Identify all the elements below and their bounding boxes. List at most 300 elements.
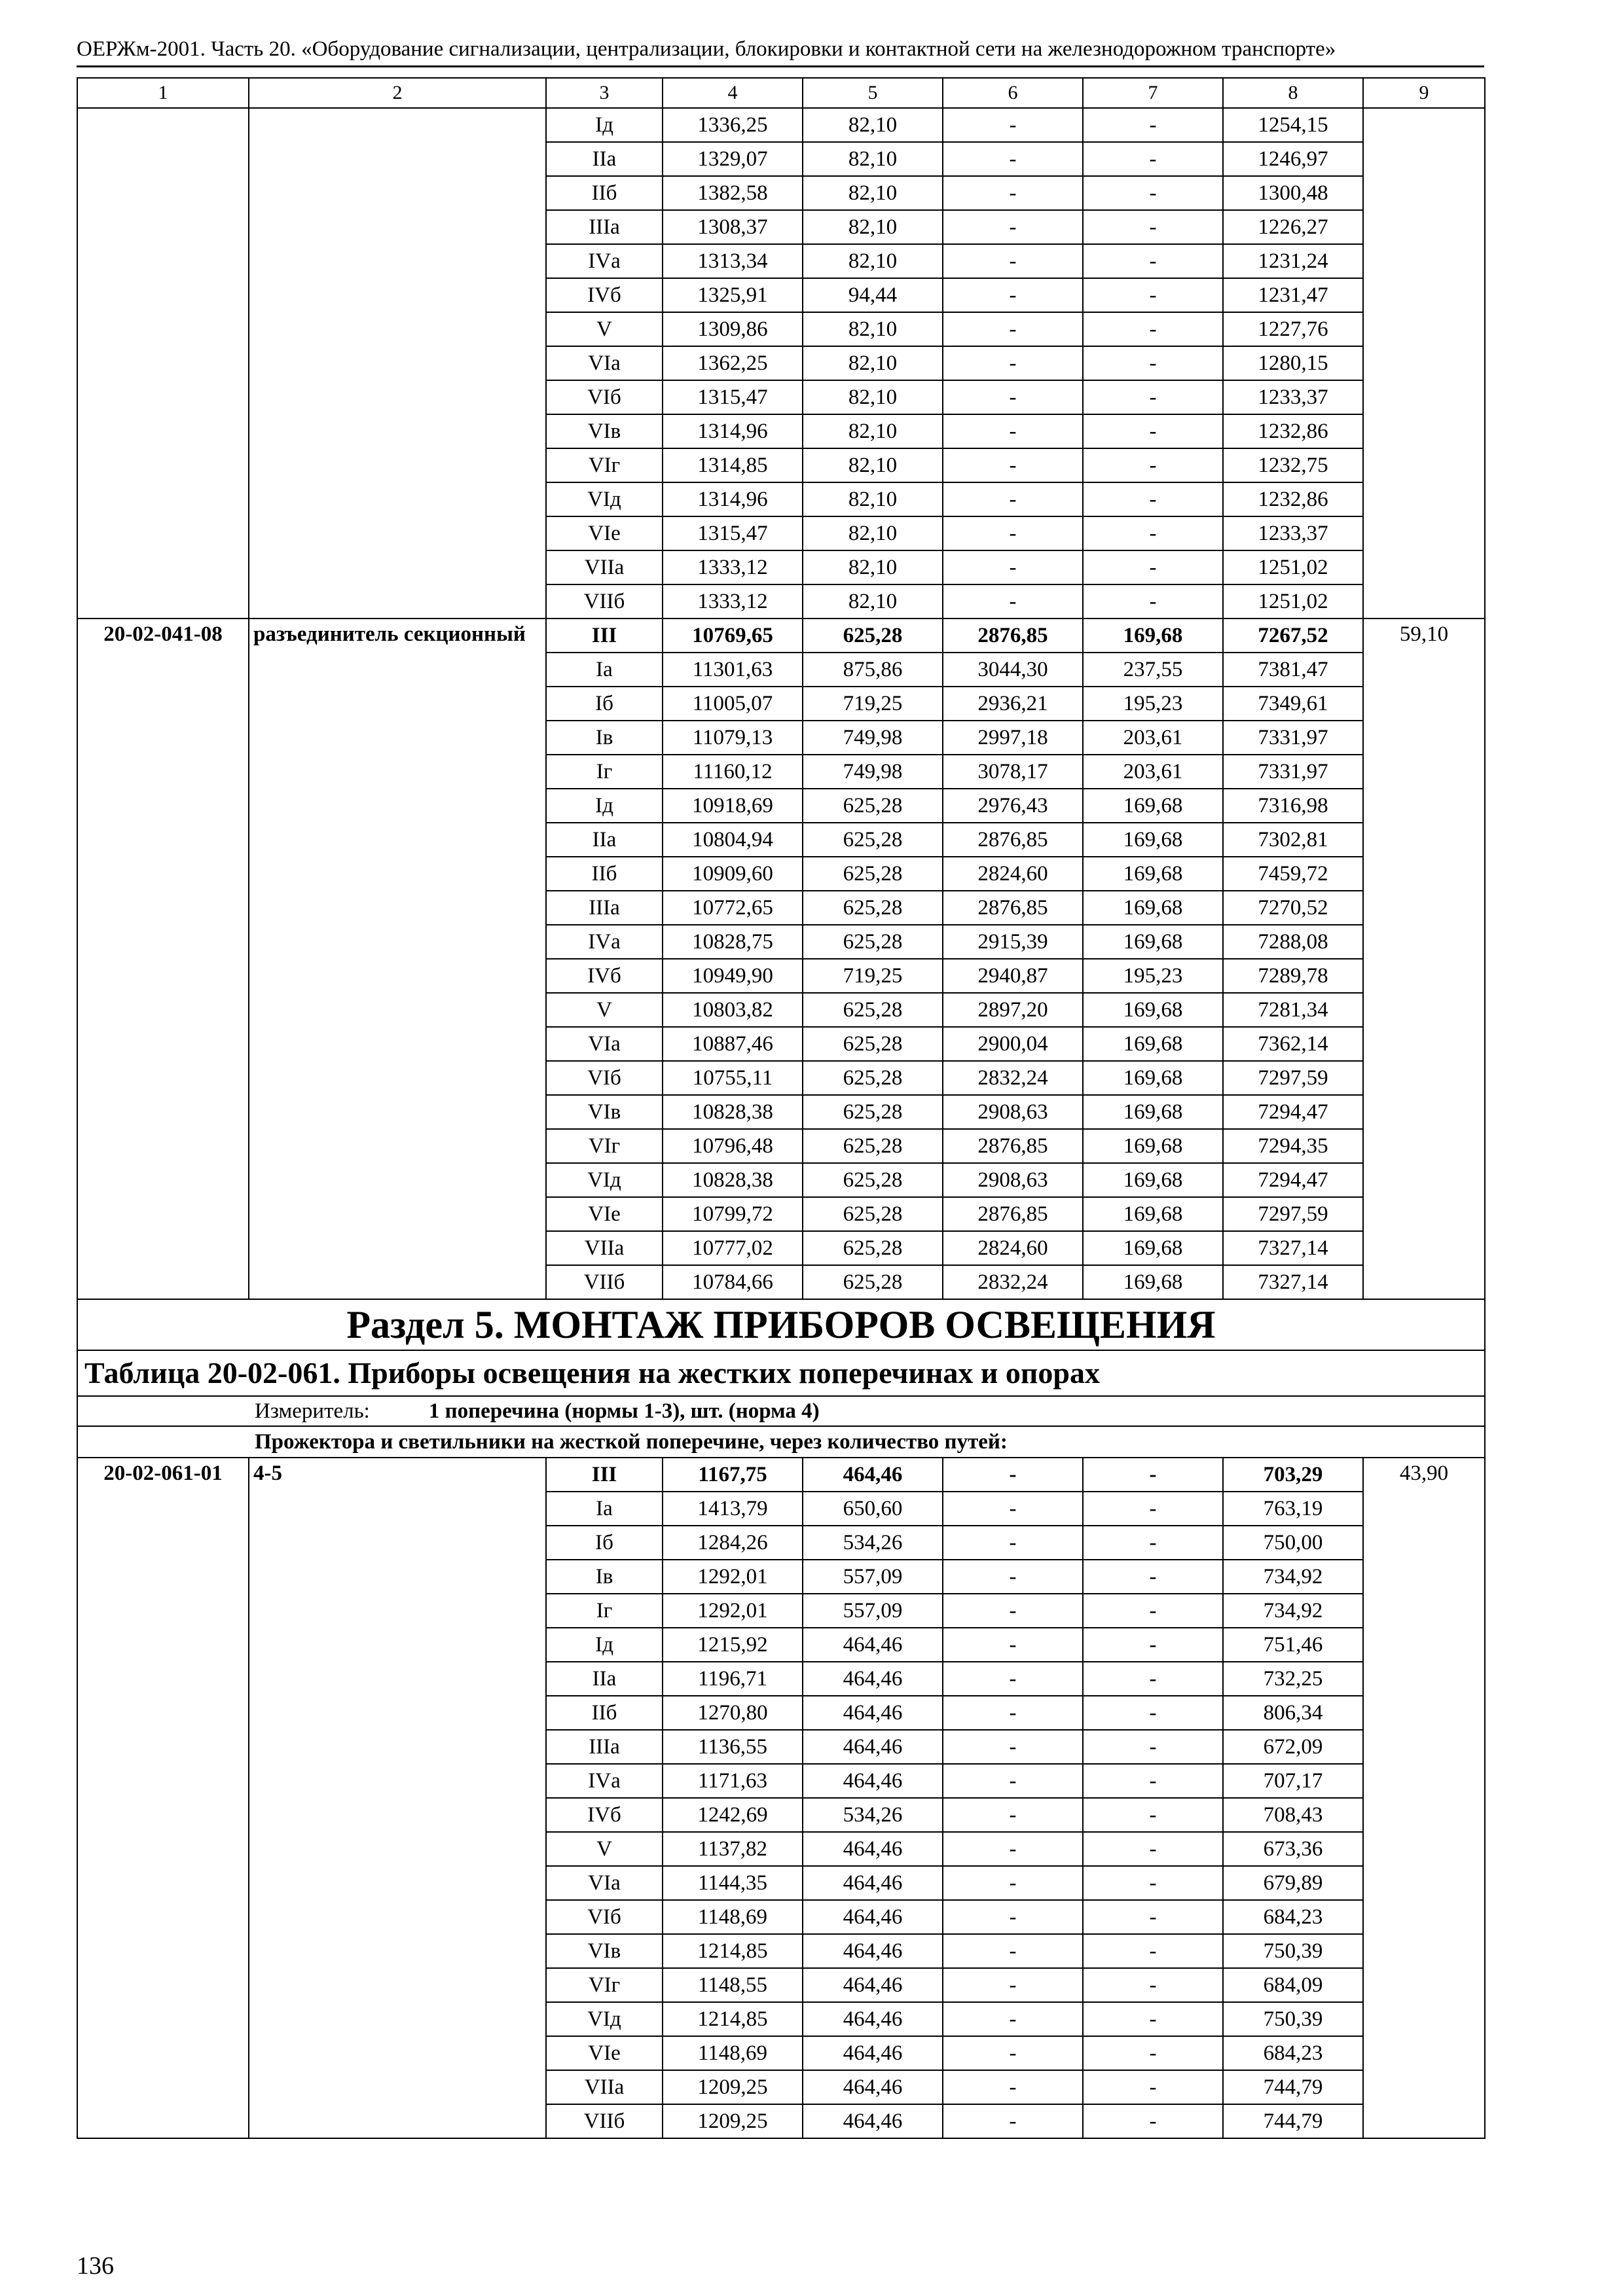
group-heading: Прожектора и светильники на жесткой поперечине, через количество путей:	[77, 1426, 1485, 1458]
materials-cost-cell: 1232,86	[1223, 482, 1363, 516]
total-cost-cell: 10755,11	[663, 1061, 803, 1095]
wage-cell: 82,10	[803, 516, 943, 550]
materials-cost-cell: 7294,47	[1223, 1163, 1363, 1197]
operator-wage-cell: 169,68	[1083, 1061, 1223, 1095]
column-number-cell: 7	[1083, 78, 1223, 108]
total-cost-cell: 1242,69	[663, 1798, 803, 1832]
operator-wage-cell: -	[1083, 1594, 1223, 1628]
level-cell: Iв	[546, 1560, 663, 1594]
machine-cost-cell: -	[943, 1526, 1083, 1560]
materials-cost-cell: 684,23	[1223, 1900, 1363, 1934]
level-cell: IIб	[546, 176, 663, 210]
operator-wage-cell: 169,68	[1083, 1265, 1223, 1299]
total-cost-cell: 10887,46	[663, 1027, 803, 1061]
machine-cost-cell: -	[943, 1934, 1083, 1968]
total-cost-cell: 1209,25	[663, 2070, 803, 2104]
total-cost-cell: 10769,65	[663, 619, 803, 653]
operator-wage-cell: -	[1083, 1866, 1223, 1900]
total-cost-cell: 1314,85	[663, 448, 803, 482]
materials-cost-cell: 1251,02	[1223, 550, 1363, 584]
total-cost-cell: 1148,69	[663, 1900, 803, 1934]
wage-cell: 82,10	[803, 312, 943, 346]
wage-cell: 534,26	[803, 1798, 943, 1832]
total-cost-cell: 1284,26	[663, 1526, 803, 1560]
materials-cost-cell: 1232,75	[1223, 448, 1363, 482]
total-cost-cell: 11160,12	[663, 755, 803, 789]
total-cost-cell: 1209,25	[663, 2104, 803, 2138]
level-cell: III	[546, 619, 663, 653]
code-cell	[77, 108, 249, 619]
operator-wage-cell: -	[1083, 482, 1223, 516]
materials-cost-cell: 744,79	[1223, 2104, 1363, 2138]
wage-cell: 464,46	[803, 1968, 943, 2002]
total-cost-cell: 1333,12	[663, 584, 803, 619]
operator-wage-cell: -	[1083, 176, 1223, 210]
materials-cost-cell: 750,39	[1223, 1934, 1363, 1968]
materials-cost-cell: 7331,97	[1223, 755, 1363, 789]
wage-cell: 625,28	[803, 1027, 943, 1061]
operator-wage-cell: -	[1083, 142, 1223, 176]
materials-cost-cell: 7267,52	[1223, 619, 1363, 653]
total-cost-cell: 1315,47	[663, 380, 803, 414]
wage-cell: 534,26	[803, 1526, 943, 1560]
materials-cost-cell: 751,46	[1223, 1628, 1363, 1662]
level-cell: VIе	[546, 516, 663, 550]
wage-cell: 82,10	[803, 210, 943, 244]
materials-cost-cell: 7327,14	[1223, 1265, 1363, 1299]
machine-cost-cell: -	[943, 2070, 1083, 2104]
total-cost-cell: 1171,63	[663, 1764, 803, 1798]
operator-wage-cell: -	[1083, 1628, 1223, 1662]
total-cost-cell: 10804,94	[663, 823, 803, 857]
total-cost-cell: 10803,82	[663, 993, 803, 1027]
materials-cost-cell: 7297,59	[1223, 1197, 1363, 1231]
materials-cost-cell: 750,39	[1223, 2002, 1363, 2036]
wage-cell: 464,46	[803, 1458, 943, 1492]
table-title: Таблица 20-02-061. Приборы освещения на жестких поперечинах и опорах	[77, 1350, 1485, 1396]
materials-cost-cell: 703,29	[1223, 1458, 1363, 1492]
operator-wage-cell: -	[1083, 1900, 1223, 1934]
total-cost-cell: 10828,38	[663, 1095, 803, 1129]
level-cell: VIIб	[546, 2104, 663, 2138]
total-cost-cell: 1215,92	[663, 1628, 803, 1662]
total-cost-cell: 10828,38	[663, 1163, 803, 1197]
operator-wage-cell: 169,68	[1083, 1129, 1223, 1163]
level-cell: VIIб	[546, 584, 663, 619]
wage-cell: 625,28	[803, 857, 943, 891]
total-cost-cell: 1382,58	[663, 176, 803, 210]
total-cost-cell: 10828,75	[663, 925, 803, 959]
level-cell: VIIб	[546, 1265, 663, 1299]
machine-cost-cell: -	[943, 210, 1083, 244]
machine-cost-cell: -	[943, 380, 1083, 414]
total-cost-cell: 10909,60	[663, 857, 803, 891]
total-cost-cell: 1270,80	[663, 1696, 803, 1730]
group-heading-row	[77, 1426, 1485, 1458]
materials-cost-cell: 744,79	[1223, 2070, 1363, 2104]
wage-cell: 82,10	[803, 584, 943, 619]
materials-cost-cell: 7331,97	[1223, 721, 1363, 755]
machine-cost-cell: -	[943, 1764, 1083, 1798]
machine-cost-cell: -	[943, 1492, 1083, 1526]
machine-cost-cell: 2915,39	[943, 925, 1083, 959]
machine-cost-cell: -	[943, 1798, 1083, 1832]
wage-cell: 625,28	[803, 925, 943, 959]
table-row	[77, 619, 1485, 653]
total-cost-cell: 1362,25	[663, 346, 803, 380]
level-cell: V	[546, 312, 663, 346]
level-cell: VIа	[546, 1866, 663, 1900]
column-number-cell: 1	[77, 78, 249, 108]
level-cell: VIв	[546, 414, 663, 448]
machine-cost-cell: -	[943, 312, 1083, 346]
materials-cost-cell: 1280,15	[1223, 346, 1363, 380]
materials-cost-cell: 1227,76	[1223, 312, 1363, 346]
level-cell: V	[546, 1832, 663, 1866]
operator-wage-cell: -	[1083, 1764, 1223, 1798]
materials-cost-cell: 7302,81	[1223, 823, 1363, 857]
machine-cost-cell: 2908,63	[943, 1095, 1083, 1129]
operator-wage-cell: -	[1083, 448, 1223, 482]
materials-cost-cell: 679,89	[1223, 1866, 1363, 1900]
level-cell: Iд	[546, 1628, 663, 1662]
wage-cell: 557,09	[803, 1560, 943, 1594]
total-cost-cell: 11301,63	[663, 653, 803, 687]
wage-cell: 464,46	[803, 2104, 943, 2138]
operator-wage-cell: 169,68	[1083, 993, 1223, 1027]
machine-cost-cell: 2832,24	[943, 1061, 1083, 1095]
operator-wage-cell: -	[1083, 1662, 1223, 1696]
meter-row	[77, 1396, 1485, 1426]
machine-cost-cell: -	[943, 1730, 1083, 1764]
level-cell: VIа	[546, 1027, 663, 1061]
wage-cell: 82,10	[803, 142, 943, 176]
operator-wage-cell: 169,68	[1083, 857, 1223, 891]
materials-cost-cell: 7270,52	[1223, 891, 1363, 925]
wage-cell: 82,10	[803, 550, 943, 584]
total-cost-cell: 11005,07	[663, 687, 803, 721]
materials-cost-cell: 806,34	[1223, 1696, 1363, 1730]
wage-cell: 625,28	[803, 1197, 943, 1231]
machine-cost-cell: -	[943, 1594, 1083, 1628]
machine-cost-cell: 2832,24	[943, 1265, 1083, 1299]
wage-cell: 625,28	[803, 619, 943, 653]
wage-cell: 719,25	[803, 959, 943, 993]
operator-wage-cell: -	[1083, 1832, 1223, 1866]
header-rule	[77, 65, 1484, 67]
machine-cost-cell: -	[943, 2104, 1083, 2138]
operator-wage-cell: 169,68	[1083, 789, 1223, 823]
level-cell: Iа	[546, 653, 663, 687]
materials-cost-cell: 1231,24	[1223, 244, 1363, 278]
operator-wage-cell: 195,23	[1083, 687, 1223, 721]
level-cell: Iд	[546, 108, 663, 142]
machine-cost-cell: 2897,20	[943, 993, 1083, 1027]
level-cell: VIб	[546, 380, 663, 414]
total-cost-cell: 1413,79	[663, 1492, 803, 1526]
materials-cost-cell: 7459,72	[1223, 857, 1363, 891]
wage-cell: 464,46	[803, 2036, 943, 2070]
machine-cost-cell: 2876,85	[943, 1197, 1083, 1231]
wage-cell: 625,28	[803, 1163, 943, 1197]
operator-wage-cell: -	[1083, 1934, 1223, 1968]
level-cell: IVа	[546, 1764, 663, 1798]
materials-cost-cell: 7297,59	[1223, 1061, 1363, 1095]
labor-cell: 43,90	[1363, 1458, 1485, 2138]
machine-cost-cell: -	[943, 414, 1083, 448]
machine-cost-cell: -	[943, 1832, 1083, 1866]
level-cell: Iд	[546, 789, 663, 823]
machine-cost-cell: -	[943, 1662, 1083, 1696]
operator-wage-cell: -	[1083, 1526, 1223, 1560]
operator-wage-cell: 195,23	[1083, 959, 1223, 993]
machine-cost-cell: 2936,21	[943, 687, 1083, 721]
name-cell: разъединитель секционный	[249, 619, 546, 1299]
wage-cell: 82,10	[803, 448, 943, 482]
materials-cost-cell: 1254,15	[1223, 108, 1363, 142]
operator-wage-cell: -	[1083, 380, 1223, 414]
total-cost-cell: 1214,85	[663, 2002, 803, 2036]
operator-wage-cell: 203,61	[1083, 721, 1223, 755]
machine-cost-cell: -	[943, 516, 1083, 550]
level-cell: VIд	[546, 1163, 663, 1197]
name-cell	[249, 108, 546, 619]
materials-cost-cell: 7316,98	[1223, 789, 1363, 823]
level-cell: VIб	[546, 1061, 663, 1095]
total-cost-cell: 10777,02	[663, 1231, 803, 1265]
materials-cost-cell: 684,09	[1223, 1968, 1363, 2002]
wage-cell: 82,10	[803, 482, 943, 516]
level-cell: IIIа	[546, 210, 663, 244]
code-cell: 20-02-061-01	[77, 1458, 249, 2138]
total-cost-cell: 1148,55	[663, 1968, 803, 2002]
column-number-cell: 3	[546, 78, 663, 108]
operator-wage-cell: -	[1083, 1798, 1223, 1832]
machine-cost-cell: -	[943, 1458, 1083, 1492]
operator-wage-cell: -	[1083, 1696, 1223, 1730]
level-cell: IVа	[546, 244, 663, 278]
materials-cost-cell: 7327,14	[1223, 1231, 1363, 1265]
table-row	[77, 108, 1485, 142]
name-cell: 4-5	[249, 1458, 546, 2138]
wage-cell: 464,46	[803, 1730, 943, 1764]
machine-cost-cell: 2824,60	[943, 1231, 1083, 1265]
operator-wage-cell: 169,68	[1083, 1197, 1223, 1231]
table-row	[77, 1458, 1485, 1492]
operator-wage-cell: -	[1083, 1458, 1223, 1492]
wage-cell: 625,28	[803, 1129, 943, 1163]
machine-cost-cell: -	[943, 176, 1083, 210]
operator-wage-cell: -	[1083, 584, 1223, 619]
machine-cost-cell: 2900,04	[943, 1027, 1083, 1061]
machine-cost-cell: 2997,18	[943, 721, 1083, 755]
machine-cost-cell: 2824,60	[943, 857, 1083, 891]
level-cell: Iб	[546, 687, 663, 721]
machine-cost-cell: -	[943, 278, 1083, 312]
operator-wage-cell: -	[1083, 550, 1223, 584]
materials-cost-cell: 7281,34	[1223, 993, 1363, 1027]
wage-cell: 464,46	[803, 1866, 943, 1900]
level-cell: VIв	[546, 1934, 663, 1968]
total-cost-cell: 1336,25	[663, 108, 803, 142]
wage-cell: 82,10	[803, 380, 943, 414]
wage-cell: 464,46	[803, 1934, 943, 1968]
column-number-cell: 5	[803, 78, 943, 108]
level-cell: IVб	[546, 1798, 663, 1832]
machine-cost-cell: -	[943, 550, 1083, 584]
materials-cost-cell: 707,17	[1223, 1764, 1363, 1798]
labor-cell: 59,10	[1363, 619, 1485, 1299]
machine-cost-cell: -	[943, 1628, 1083, 1662]
machine-cost-cell: 2908,63	[943, 1163, 1083, 1197]
total-cost-cell: 1308,37	[663, 210, 803, 244]
operator-wage-cell: 169,68	[1083, 1027, 1223, 1061]
materials-cost-cell: 763,19	[1223, 1492, 1363, 1526]
machine-cost-cell: 2940,87	[943, 959, 1083, 993]
meter-unit: 1 поперечина (нормы 1-3), шт. (норма 4)	[428, 1399, 820, 1423]
materials-cost-cell: 684,23	[1223, 2036, 1363, 2070]
wage-cell: 464,46	[803, 1900, 943, 1934]
total-cost-cell: 10796,48	[663, 1129, 803, 1163]
total-cost-cell: 1333,12	[663, 550, 803, 584]
operator-wage-cell: -	[1083, 414, 1223, 448]
operator-wage-cell: -	[1083, 210, 1223, 244]
machine-cost-cell: -	[943, 482, 1083, 516]
machine-cost-cell: 2876,85	[943, 891, 1083, 925]
level-cell: VIг	[546, 1129, 663, 1163]
section-title: Раздел 5. МОНТАЖ ПРИБОРОВ ОСВЕЩЕНИЯ	[77, 1299, 1485, 1350]
total-cost-cell: 10784,66	[663, 1265, 803, 1299]
materials-cost-cell: 1231,47	[1223, 278, 1363, 312]
machine-cost-cell: 3078,17	[943, 755, 1083, 789]
operator-wage-cell: -	[1083, 312, 1223, 346]
materials-cost-cell: 732,25	[1223, 1662, 1363, 1696]
machine-cost-cell: -	[943, 244, 1083, 278]
level-cell: VIIа	[546, 1231, 663, 1265]
machine-cost-cell: 2876,85	[943, 1129, 1083, 1163]
materials-cost-cell: 7294,35	[1223, 1129, 1363, 1163]
table-title-row	[77, 1350, 1485, 1396]
level-cell: VIв	[546, 1095, 663, 1129]
level-cell: V	[546, 993, 663, 1027]
operator-wage-cell: -	[1083, 346, 1223, 380]
column-number-cell: 6	[943, 78, 1083, 108]
total-cost-cell: 10772,65	[663, 891, 803, 925]
level-cell: IIа	[546, 1662, 663, 1696]
materials-cost-cell: 1251,02	[1223, 584, 1363, 619]
code-cell: 20-02-041-08	[77, 619, 249, 1299]
operator-wage-cell: 237,55	[1083, 653, 1223, 687]
page-number: 136	[77, 2252, 114, 2280]
wage-cell: 625,28	[803, 891, 943, 925]
level-cell: VIб	[546, 1900, 663, 1934]
column-number-cell: 4	[663, 78, 803, 108]
machine-cost-cell: -	[943, 2002, 1083, 2036]
operator-wage-cell: 169,68	[1083, 823, 1223, 857]
total-cost-cell: 1144,35	[663, 1866, 803, 1900]
level-cell: Iб	[546, 1526, 663, 1560]
machine-cost-cell: -	[943, 1968, 1083, 2002]
level-cell: III	[546, 1458, 663, 1492]
wage-cell: 82,10	[803, 176, 943, 210]
materials-cost-cell: 7362,14	[1223, 1027, 1363, 1061]
operator-wage-cell: 203,61	[1083, 755, 1223, 789]
total-cost-cell: 1148,69	[663, 2036, 803, 2070]
materials-cost-cell: 1233,37	[1223, 516, 1363, 550]
level-cell: VIд	[546, 482, 663, 516]
rates-table-body	[77, 78, 1485, 2138]
materials-cost-cell: 7294,47	[1223, 1095, 1363, 1129]
wage-cell: 625,28	[803, 789, 943, 823]
materials-cost-cell: 734,92	[1223, 1560, 1363, 1594]
machine-cost-cell: -	[943, 1866, 1083, 1900]
materials-cost-cell: 1232,86	[1223, 414, 1363, 448]
machine-cost-cell: -	[943, 1900, 1083, 1934]
wage-cell: 82,10	[803, 346, 943, 380]
level-cell: IVа	[546, 925, 663, 959]
total-cost-cell: 11079,13	[663, 721, 803, 755]
total-cost-cell: 1315,47	[663, 516, 803, 550]
level-cell: IIб	[546, 857, 663, 891]
wage-cell: 719,25	[803, 687, 943, 721]
wage-cell: 464,46	[803, 2002, 943, 2036]
materials-cost-cell: 7288,08	[1223, 925, 1363, 959]
operator-wage-cell: -	[1083, 1968, 1223, 2002]
materials-cost-cell: 7289,78	[1223, 959, 1363, 993]
wage-cell: 749,98	[803, 721, 943, 755]
wage-cell: 625,28	[803, 1231, 943, 1265]
meter-cell	[77, 1396, 1485, 1426]
total-cost-cell: 1196,71	[663, 1662, 803, 1696]
wage-cell: 82,10	[803, 108, 943, 142]
machine-cost-cell: -	[943, 346, 1083, 380]
total-cost-cell: 1325,91	[663, 278, 803, 312]
total-cost-cell: 1313,34	[663, 244, 803, 278]
wage-cell: 749,98	[803, 755, 943, 789]
operator-wage-cell: -	[1083, 2002, 1223, 2036]
materials-cost-cell: 673,36	[1223, 1832, 1363, 1866]
section-row	[77, 1299, 1485, 1350]
wage-cell: 625,28	[803, 1265, 943, 1299]
machine-cost-cell: -	[943, 1560, 1083, 1594]
total-cost-cell: 1329,07	[663, 142, 803, 176]
total-cost-cell: 10918,69	[663, 789, 803, 823]
operator-wage-cell: 169,68	[1083, 1163, 1223, 1197]
level-cell: IVб	[546, 959, 663, 993]
level-cell: VIе	[546, 2036, 663, 2070]
level-cell: IIа	[546, 823, 663, 857]
operator-wage-cell: 169,68	[1083, 1231, 1223, 1265]
level-cell: IVб	[546, 278, 663, 312]
level-cell: VIа	[546, 346, 663, 380]
wage-cell: 464,46	[803, 1764, 943, 1798]
wage-cell: 464,46	[803, 1662, 943, 1696]
level-cell: IIIа	[546, 1730, 663, 1764]
page-header: ОЕРЖм-2001. Часть 20. «Оборудование сигнализации, централизации, блокировки и контактной сети на железнодорожном транспорте»	[77, 37, 1336, 61]
machine-cost-cell: 2876,85	[943, 619, 1083, 653]
machine-cost-cell: -	[943, 584, 1083, 619]
total-cost-cell: 1167,75	[663, 1458, 803, 1492]
operator-wage-cell: 169,68	[1083, 925, 1223, 959]
wage-cell: 464,46	[803, 2070, 943, 2104]
total-cost-cell: 1137,82	[663, 1832, 803, 1866]
total-cost-cell: 10799,72	[663, 1197, 803, 1231]
machine-cost-cell: 2976,43	[943, 789, 1083, 823]
total-cost-cell: 1314,96	[663, 482, 803, 516]
operator-wage-cell: 169,68	[1083, 619, 1223, 653]
meter-label: Измеритель:	[255, 1399, 370, 1423]
column-number-cell: 8	[1223, 78, 1363, 108]
